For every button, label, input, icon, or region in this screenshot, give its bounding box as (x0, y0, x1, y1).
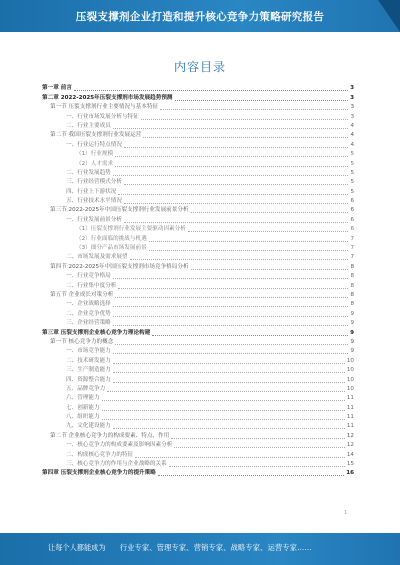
toc-entry[interactable] (42, 206, 354, 215)
toc-entry-page: 9 (350, 348, 354, 355)
toc-entry-page: 10 (346, 376, 354, 383)
toc-leader-dots (152, 335, 348, 336)
toc-entry-label: （2）人才需求 (76, 160, 114, 167)
toc-entry[interactable] (42, 197, 354, 206)
toc-entry[interactable] (42, 140, 354, 149)
page-number: 1 (344, 510, 348, 516)
toc-leader-dots (102, 400, 345, 401)
toc-entry-label: 二、行业集中度分析 (66, 282, 117, 289)
toc-entry-page: 15 (346, 461, 354, 468)
toc-entry-label: 七、创新能力 (66, 404, 100, 411)
toc-leader-dots (174, 447, 345, 448)
toc-entry[interactable] (42, 215, 354, 224)
toc-entry[interactable] (42, 309, 354, 318)
toc-entry[interactable] (42, 159, 354, 168)
toc-entry-label: 三、企业经营策略 (66, 320, 111, 327)
toc-entry-label: 五、行业技术水平情况 (66, 198, 122, 205)
toc-entry-label: 第三章 压裂支撑剂企业核心竞争力理论构建 (42, 329, 151, 336)
toc-entry-label: 第一章 前言 (42, 85, 72, 92)
table-of-contents (42, 84, 354, 478)
toc-entry[interactable] (42, 244, 354, 253)
toc-entry-page: 3 (350, 94, 354, 101)
toc-entry-label: 二、行业发展趋势 (66, 169, 111, 176)
toc-leader-dots (107, 391, 345, 392)
toc-entry-label: 第二节 我国压裂支撑剂行业发展运营 (50, 132, 142, 139)
footer-slogan: 让每个人都能成为 (48, 543, 106, 552)
toc-entry-label: 一、行业市场发展分析与特征 (66, 113, 139, 120)
toc-entry-page: 7 (350, 254, 354, 261)
toc-leader-dots (171, 438, 345, 439)
toc-entry-label: 八、组织能力 (66, 414, 100, 421)
toc-entry-label: 第二节 企业核心竞争力的构成要素、特点、作用 (50, 432, 170, 439)
toc-entry-label: 三、生产制造能力 (66, 367, 111, 374)
report-title: 压裂支撑剂企业打造和提升核心竞争力策略研究报告 (75, 11, 325, 23)
toc-entry[interactable] (42, 403, 354, 412)
toc-entry-label: 二、构成核心竞争力的特征 (66, 451, 134, 458)
toc-leader-dots (113, 372, 345, 373)
toc-entry[interactable] (42, 469, 354, 478)
toc-entry-label: （1）行业规模 (76, 151, 114, 158)
toc-entry-page: 10 (346, 357, 354, 364)
toc-entry[interactable] (42, 272, 354, 281)
toc-entry-page: 11 (346, 395, 354, 402)
toc-entry[interactable] (42, 413, 354, 422)
toc-entry-page: 5 (350, 151, 354, 158)
toc-leader-dots (135, 457, 345, 458)
toc-entry-label: 五、品牌竞争力 (66, 385, 106, 392)
toc-entry[interactable] (42, 431, 354, 440)
toc-entry[interactable] (42, 338, 354, 347)
toc-entry-page: 6 (350, 226, 354, 233)
toc-entry-label: 一、行业发展前景分析 (66, 216, 122, 223)
toc-leader-dots (115, 344, 348, 345)
toc-entry-page: 8 (350, 291, 354, 298)
toc-entry[interactable] (42, 366, 354, 375)
toc-entry[interactable] (42, 347, 354, 356)
toc-entry-page: 5 (350, 169, 354, 176)
toc-title: 内容目录 (173, 60, 226, 74)
toc-leader-dots (143, 137, 348, 138)
toc-entry[interactable] (42, 178, 354, 187)
toc-entry[interactable] (42, 422, 354, 431)
toc-entry-page: 7 (350, 245, 354, 252)
toc-entry-page: 12 (346, 432, 354, 439)
toc-entry-page: 8 (350, 263, 354, 270)
toc-entry-label: 三、行业经营模式分析 (66, 179, 122, 186)
toc-entry-label: 二、市场发展及需求展望 (66, 254, 128, 261)
toc-entry-page: 6 (350, 207, 354, 214)
toc-leader-dots (113, 175, 349, 176)
toc-leader-dots (175, 100, 349, 101)
toc-entry[interactable] (42, 131, 354, 140)
toc-entry-label: 一、核心竞争力的构成要素及影响因素分析 (66, 442, 173, 449)
toc-entry-label: 第一节 压裂支撑剂行业主要情况与基本特征 (50, 104, 159, 111)
toc-leader-dots (130, 259, 349, 260)
toc-entry[interactable] (42, 187, 354, 196)
toc-entry-page: 11 (346, 414, 354, 421)
toc-entry-label: （3）细分产品市场发展前景 (76, 245, 147, 252)
toc-leader-dots (149, 250, 349, 251)
toc-entry[interactable] (42, 262, 354, 271)
toc-leader-dots (124, 203, 348, 204)
toc-leader-dots (158, 475, 344, 476)
toc-entry[interactable] (42, 122, 354, 131)
toc-entry[interactable] (42, 300, 354, 309)
toc-entry-page: 9 (350, 320, 354, 327)
toc-entry[interactable] (42, 356, 354, 365)
toc-entry-page: 10 (346, 367, 354, 374)
toc-entry-label: 二、技术研发能力 (66, 357, 111, 364)
toc-entry-page: 4 (350, 141, 354, 148)
toc-entry-page: 3 (350, 85, 354, 92)
toc-entry[interactable] (42, 253, 354, 262)
toc-entry-page: 6 (350, 198, 354, 205)
toc-entry[interactable] (42, 84, 354, 93)
toc-entry[interactable] (42, 319, 354, 328)
toc-entry-page: 7 (350, 235, 354, 242)
toc-entry-label: 六、管理能力 (66, 395, 100, 402)
toc-leader-dots (115, 166, 348, 167)
toc-leader-dots (160, 109, 348, 110)
toc-leader-dots (113, 363, 345, 364)
toc-leader-dots (141, 119, 349, 120)
toc-entry-page: 11 (346, 423, 354, 430)
toc-entry[interactable] (42, 93, 354, 102)
toc-entry-page: 4 (350, 132, 354, 139)
toc-leader-dots (149, 241, 349, 242)
toc-entry-page: 3 (350, 113, 354, 120)
toc-leader-dots (115, 156, 348, 157)
toc-entry-page: 5 (350, 160, 354, 167)
toc-entry-page: 11 (346, 404, 354, 411)
toc-leader-dots (113, 325, 349, 326)
toc-entry-page: 3 (350, 104, 354, 111)
toc-leader-dots (102, 410, 345, 411)
toc-entry-page: 8 (350, 273, 354, 280)
toc-leader-dots (118, 288, 348, 289)
toc-leader-dots (113, 382, 345, 383)
toc-entry-page: 9 (350, 329, 354, 336)
toc-entry[interactable] (42, 103, 354, 112)
toc-entry[interactable] (42, 225, 354, 234)
toc-entry-label: 第三节 2022-2025年中国压裂支撑剂行业发展前景分析 (50, 207, 189, 214)
toc-leader-dots (113, 353, 349, 354)
toc-entry[interactable] (42, 281, 354, 290)
toc-entry-label: 第二章 2022-2025年压裂支撑剂市场发展趋势预测 (42, 94, 173, 101)
toc-leader-dots (118, 194, 348, 195)
toc-entry-label: 一、行业运行特点情况 (66, 141, 122, 148)
toc-entry-page: 4 (350, 122, 354, 129)
toc-entry-label: 第四章 压裂支撑剂企业核心竞争力的提升策略 (42, 470, 156, 477)
toc-entry-page: 16 (346, 470, 354, 477)
footer-tags: 行业专家、管理专家、营销专家、战略专家、运营专家…… (119, 543, 312, 552)
toc-entry[interactable] (42, 234, 354, 243)
toc-leader-dots (74, 90, 348, 91)
toc-entry-page: 8 (350, 282, 354, 289)
toc-entry-page: 9 (350, 338, 354, 345)
toc-leader-dots (113, 428, 345, 429)
toc-entry-page: 6 (350, 216, 354, 223)
toc-entry[interactable] (42, 169, 354, 178)
toc-leader-dots (113, 316, 349, 317)
toc-leader-dots (113, 128, 349, 129)
toc-leader-dots (169, 466, 345, 467)
toc-leader-dots (102, 419, 345, 420)
toc-entry[interactable] (42, 150, 354, 159)
toc-leader-dots (191, 212, 349, 213)
toc-entry-label: 四、行业上下游状况 (66, 188, 117, 195)
toc-entry-label: 第四节 2022-2025年中国压裂支撑剂市场竞争格局分析 (50, 263, 189, 270)
toc-entry-page: 8 (350, 301, 354, 308)
toc-entry-label: 二、行业主要成员 (66, 122, 111, 129)
toc-entry-page: 5 (350, 179, 354, 186)
toc-entry[interactable] (42, 291, 354, 300)
toc-entry-label: （2）行业面临的挑战与机遇 (76, 235, 147, 242)
toc-entry[interactable] (42, 375, 354, 384)
toc-entry-label: 一、行业竞争格局 (66, 273, 111, 280)
toc-leader-dots (188, 231, 349, 232)
toc-entry-label: 二、企业竞争优势 (66, 310, 111, 317)
toc-entry[interactable] (42, 328, 354, 337)
toc-entry-page: 9 (350, 310, 354, 317)
toc-entry[interactable] (42, 394, 354, 403)
toc-entry[interactable] (42, 450, 354, 459)
toc-entry-label: 第五节 企业成长对策分析 (50, 291, 114, 298)
toc-leader-dots (115, 297, 348, 298)
toc-entry[interactable] (42, 441, 354, 450)
toc-leader-dots (124, 222, 348, 223)
toc-entry[interactable] (42, 385, 354, 394)
toc-entry-label: 四、资源整合能力 (66, 376, 111, 383)
toc-entry-label: 一、企业战略选择 (66, 301, 111, 308)
toc-entry[interactable] (42, 460, 354, 469)
footer-text (48, 543, 312, 553)
toc-entry-page: 12 (346, 442, 354, 449)
toc-entry-page: 14 (346, 451, 354, 458)
toc-entry[interactable] (42, 112, 354, 121)
toc-leader-dots (113, 278, 349, 279)
toc-entry-label: 第一节 核心竞争力的概念 (50, 338, 114, 345)
toc-entry-label: 九、文化建设能力 (66, 423, 111, 430)
toc-leader-dots (124, 147, 348, 148)
toc-leader-dots (124, 184, 348, 185)
toc-leader-dots (191, 269, 349, 270)
toc-entry-label: 三、核心竞争力的作用与企业战略的关系 (66, 461, 167, 468)
toc-entry-page: 5 (350, 188, 354, 195)
toc-leader-dots (113, 306, 349, 307)
toc-entry-label: （1）压裂支撑剂行业发展主要驱动因素分析 (76, 226, 186, 233)
toc-entry-label: 一、市场竞争能力 (66, 348, 111, 355)
toc-entry-page: 10 (346, 385, 354, 392)
